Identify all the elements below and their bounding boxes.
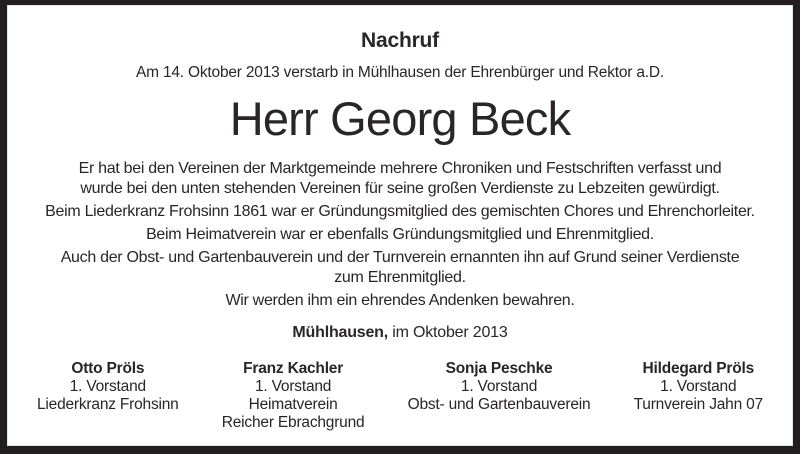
signatory-column <box>408 360 591 432</box>
signatory-name: Otto Pröls <box>71 360 145 377</box>
body-paragraph <box>7 291 793 311</box>
body-line: Auch der Obst- und Gartenbauverein und der Turnverein ernannten ihn auf Grund seiner Verdienste <box>60 249 740 266</box>
obituary-body <box>7 159 793 311</box>
dateline-place: Mühlhausen, <box>292 324 389 341</box>
signatory-org: Obst- und Gartenbauverein <box>407 396 591 413</box>
signatory-column <box>222 360 365 432</box>
body-paragraph <box>7 248 793 288</box>
deceased-name: Herr Georg Beck <box>229 92 571 145</box>
body-paragraph <box>7 225 793 245</box>
signatory-column <box>37 360 179 432</box>
signatory-role: 1. Vorstand <box>460 378 538 395</box>
obituary-subtitle: Am 14. Oktober 2013 verstarb in Mühlhausen der Ehrenbürger und Rektor a.D. <box>136 64 664 81</box>
signatory-column <box>634 360 763 432</box>
signatory-org: Heimatverein <box>248 396 338 413</box>
signatory-name: Sonja Peschke <box>445 360 553 377</box>
body-line: Wir werden ihm ein ehrendes Andenken bewahren. <box>225 292 575 309</box>
signatory-org: Liederkranz Frohsinn <box>37 396 179 413</box>
body-line: Beim Liederkranz Frohsinn 1861 war er Gründungsmitglied des gemischten Chores und Ehrenchorleiter. <box>45 203 755 220</box>
body-line: Er hat bei den Vereinen der Marktgemeinde mehrere Chroniken und Festschriften verfasst und <box>78 160 722 177</box>
signatory-org: Reicher Ebrachgrund <box>221 414 365 431</box>
body-paragraph <box>7 159 793 199</box>
signatory-name: Hildegard Pröls <box>642 360 755 377</box>
obituary-title: Nachruf <box>361 29 439 52</box>
obituary-card <box>7 5 793 446</box>
body-line: zum Ehrenmitglied. <box>334 269 466 286</box>
dateline <box>7 323 793 343</box>
signatory-name: Franz Kachler <box>243 360 344 377</box>
signatory-role: 1. Vorstand <box>69 378 146 395</box>
body-line: Beim Heimatverein war er ebenfalls Gründungsmitglied und Ehrenmitglied. <box>146 226 654 243</box>
signatory-role: 1. Vorstand <box>660 378 737 395</box>
body-paragraph <box>7 202 793 222</box>
body-line: wurde bei den unten stehenden Vereinen für seine großen Verdienste zu Lebzeiten gewürdigt. <box>80 180 720 197</box>
signatory-role: 1. Vorstand <box>254 378 332 395</box>
signatories-row <box>7 360 793 432</box>
dateline-date: im Oktober 2013 <box>392 324 508 341</box>
signatory-org: Turnverein Jahn 07 <box>633 396 763 413</box>
